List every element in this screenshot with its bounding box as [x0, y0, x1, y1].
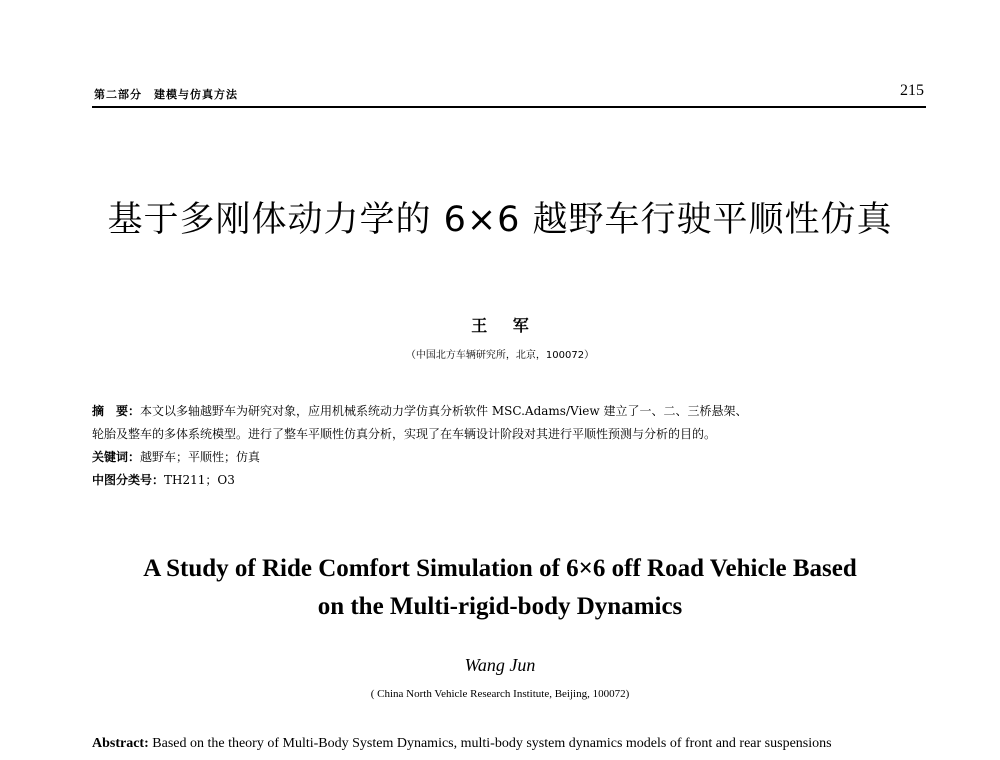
keywords-cn [92, 446, 932, 469]
classification-cn-text: TH211；O3 [164, 473, 235, 487]
classification-cn [92, 469, 932, 492]
english-abstract [92, 736, 942, 752]
abstract-cn-label: 摘 要： [92, 404, 141, 418]
english-title-line2: on the Multi-rigid-body Dynamics [317, 593, 683, 620]
abstract-en-label: Abstract: [92, 736, 149, 751]
chinese-title: 基于多刚体动力学的 6×6 越野车行驶平顺性仿真 [107, 200, 893, 240]
english-title-line1: A Study of Ride Comfort Simulation of 6×6 off Road Vehicle Based [143, 555, 857, 582]
abstract-cn-line2: 轮胎及整车的多体系统模型。进行了整车平顺性仿真分析，实现了在车辆设计阶段对其进行平顺性预测与分析的目的。 [92, 427, 717, 441]
abstract-cn-line1 [92, 400, 932, 423]
chinese-affiliation: （中国北方车辆研究所，北京，100072） [405, 350, 595, 361]
chinese-abstract-block [92, 400, 932, 492]
classification-cn-label: 中图分类号： [92, 473, 165, 487]
chinese-author: 王 军 [471, 316, 539, 335]
english-title [60, 550, 940, 626]
english-affiliation: ( China North Vehicle Research Institute, Beijing, 100072) [370, 688, 630, 700]
keywords-cn-label: 关键词： [92, 450, 141, 464]
running-header [92, 80, 926, 108]
english-author: Wang Jun [464, 655, 536, 675]
section-title: 第二部分 建模与仿真方法 [94, 88, 238, 101]
page-number: 215 [900, 82, 924, 99]
keywords-cn-text: 越野车；平顺性；仿真 [140, 450, 261, 464]
abstract-cn-text1: 本文以多轴越野车为研究对象，应用机械系统动力学仿真分析软件 MSC.Adams/View 建立了一、二、三桥悬架、 [140, 404, 748, 418]
abstract-en-text: Based on the theory of Multi-Body System Dynamics, multi-body system dynamics models of front and rear suspensions [148, 736, 832, 751]
